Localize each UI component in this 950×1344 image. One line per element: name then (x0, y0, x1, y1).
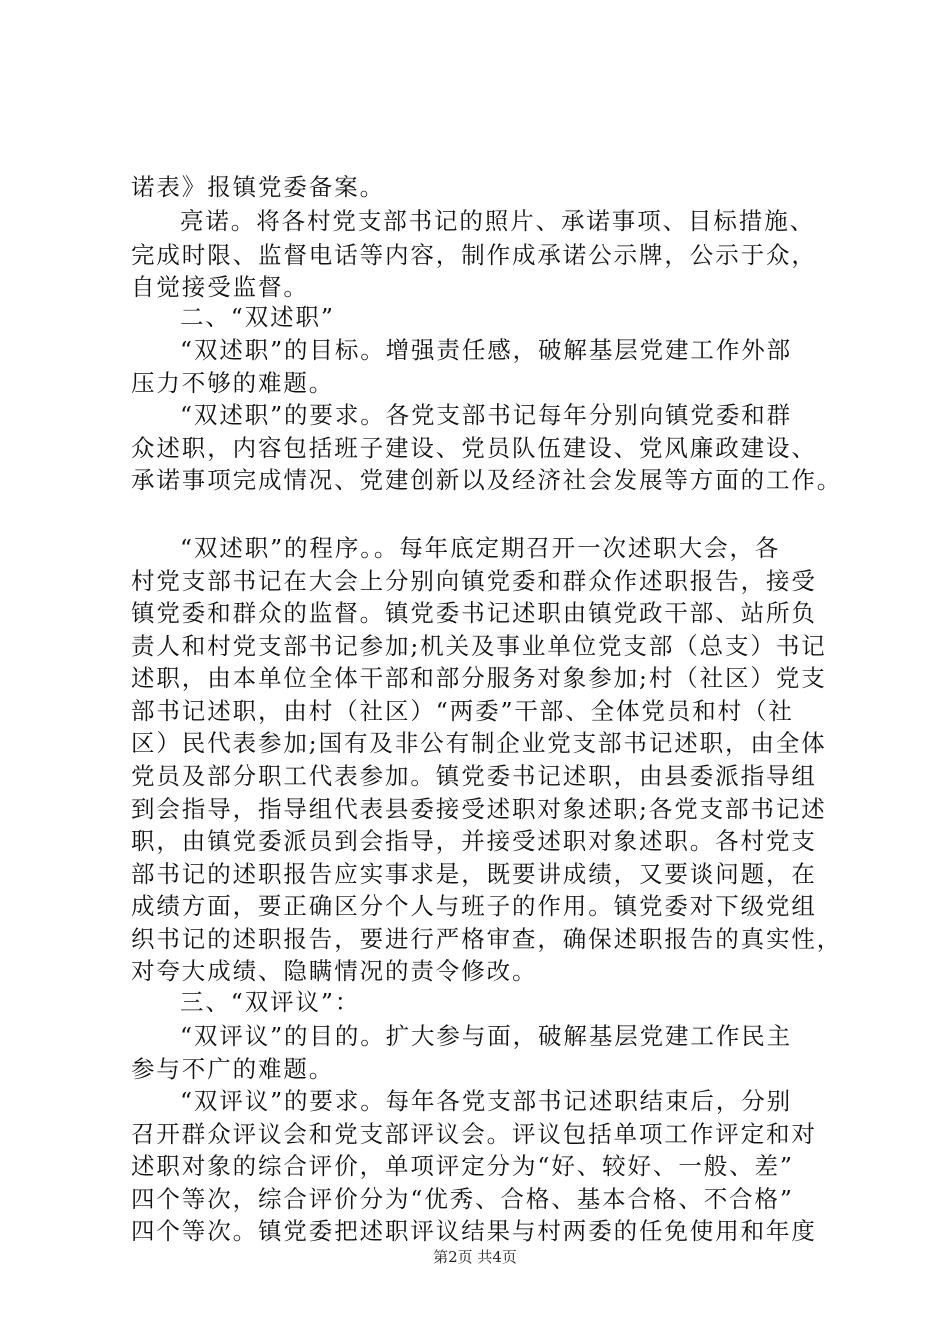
section-heading: 三、“双评议”： (180, 988, 361, 1016)
text-line: 诺表》报镇党委备案。 (131, 173, 385, 201)
text-line: 述职对象的综合评价，单项评定分为“好、较好、一般、差” (131, 1152, 794, 1180)
text-line: 四个等次，综合评价分为“优秀、合格、基本合格、不合格” (131, 1185, 794, 1213)
text-line: 织书记的述职报告，要进行严格审查，确保述职报告的真实性， (131, 925, 843, 953)
text-line: 到会指导，指导组代表县委接受述职对象述职;各党支部书记述 (131, 795, 827, 823)
text-line: “双评议”的目的。扩大参与面，破解基层党建工作民主 (180, 1022, 793, 1050)
text-line: 党员及部分职工代表参加。镇党委书记述职，由县委派指导组 (131, 762, 817, 790)
text-line: 述职，由本单位全体干部和部分服务对象参加;村（社区）党支 (131, 664, 827, 692)
text-line: 部书记的述职报告应实事求是，既要讲成绩，又要谈问题，在 (131, 860, 817, 888)
text-line: 参与不广的难题。 (131, 1055, 335, 1083)
text-line: 完成时限、监督电话等内容，制作成承诺公示牌，公示于众， (131, 241, 817, 269)
text-line: 成绩方面，要正确区分个人与班子的作用。镇党委对下级党组 (131, 892, 817, 920)
text-line: 村党支部书记在大会上分别向镇党委和群众作述职报告，接受 (131, 567, 817, 595)
text-line: 责人和村党支部书记参加;机关及事业单位党支部（总支）书记 (131, 632, 827, 660)
text-line: 亮诺。将各村党支部书记的照片、承诺事项、目标措施、 (180, 207, 815, 235)
text-line: 召开群众评议会和党支部评议会。评议包括单项工作评定和对 (131, 1120, 817, 1148)
text-line: 承诺事项完成情况、党建创新以及经济社会发展等方面的工作。 (131, 466, 843, 494)
text-line: “双述职”的程序。。每年底定期召开一次述职大会，各 (180, 534, 781, 562)
text-line: 镇党委和群众的监督。镇党委书记述职由镇党政干部、站所负 (131, 599, 817, 627)
text-line: 众述职，内容包括班子建设、党员队伍建设、党风廉政建设、 (131, 434, 817, 462)
text-line: 区）民代表参加;国有及非公有制企业党支部书记述职，由全体 (131, 729, 827, 757)
page-number-footer: 第2页 共4页 (433, 1248, 517, 1266)
text-line: 职，由镇党委派员到会指导，并接受述职对象述职。各村党支 (131, 827, 817, 855)
text-line: “双述职”的要求。各党支部书记每年分别向镇党委和群 (180, 401, 793, 429)
text-line: 对夸大成绩、隐瞒情况的责令修改。 (131, 957, 538, 985)
text-line: 四个等次。镇党委把述职评议结果与村两委的任免使用和年度 (131, 1217, 817, 1245)
text-line: 压力不够的难题。 (131, 369, 335, 397)
section-heading: 二、“双述职” (180, 303, 335, 331)
text-line: “双述职”的目标。增强责任感，破解基层党建工作外部 (180, 336, 793, 364)
text-line: 部书记述职，由村（社区）“两委”干部、全体党员和村（社 (131, 697, 794, 725)
text-line: “双评议”的要求。每年各党支部书记述职结束后，分别 (180, 1087, 793, 1115)
text-line: 自觉接受监督。 (131, 273, 309, 301)
